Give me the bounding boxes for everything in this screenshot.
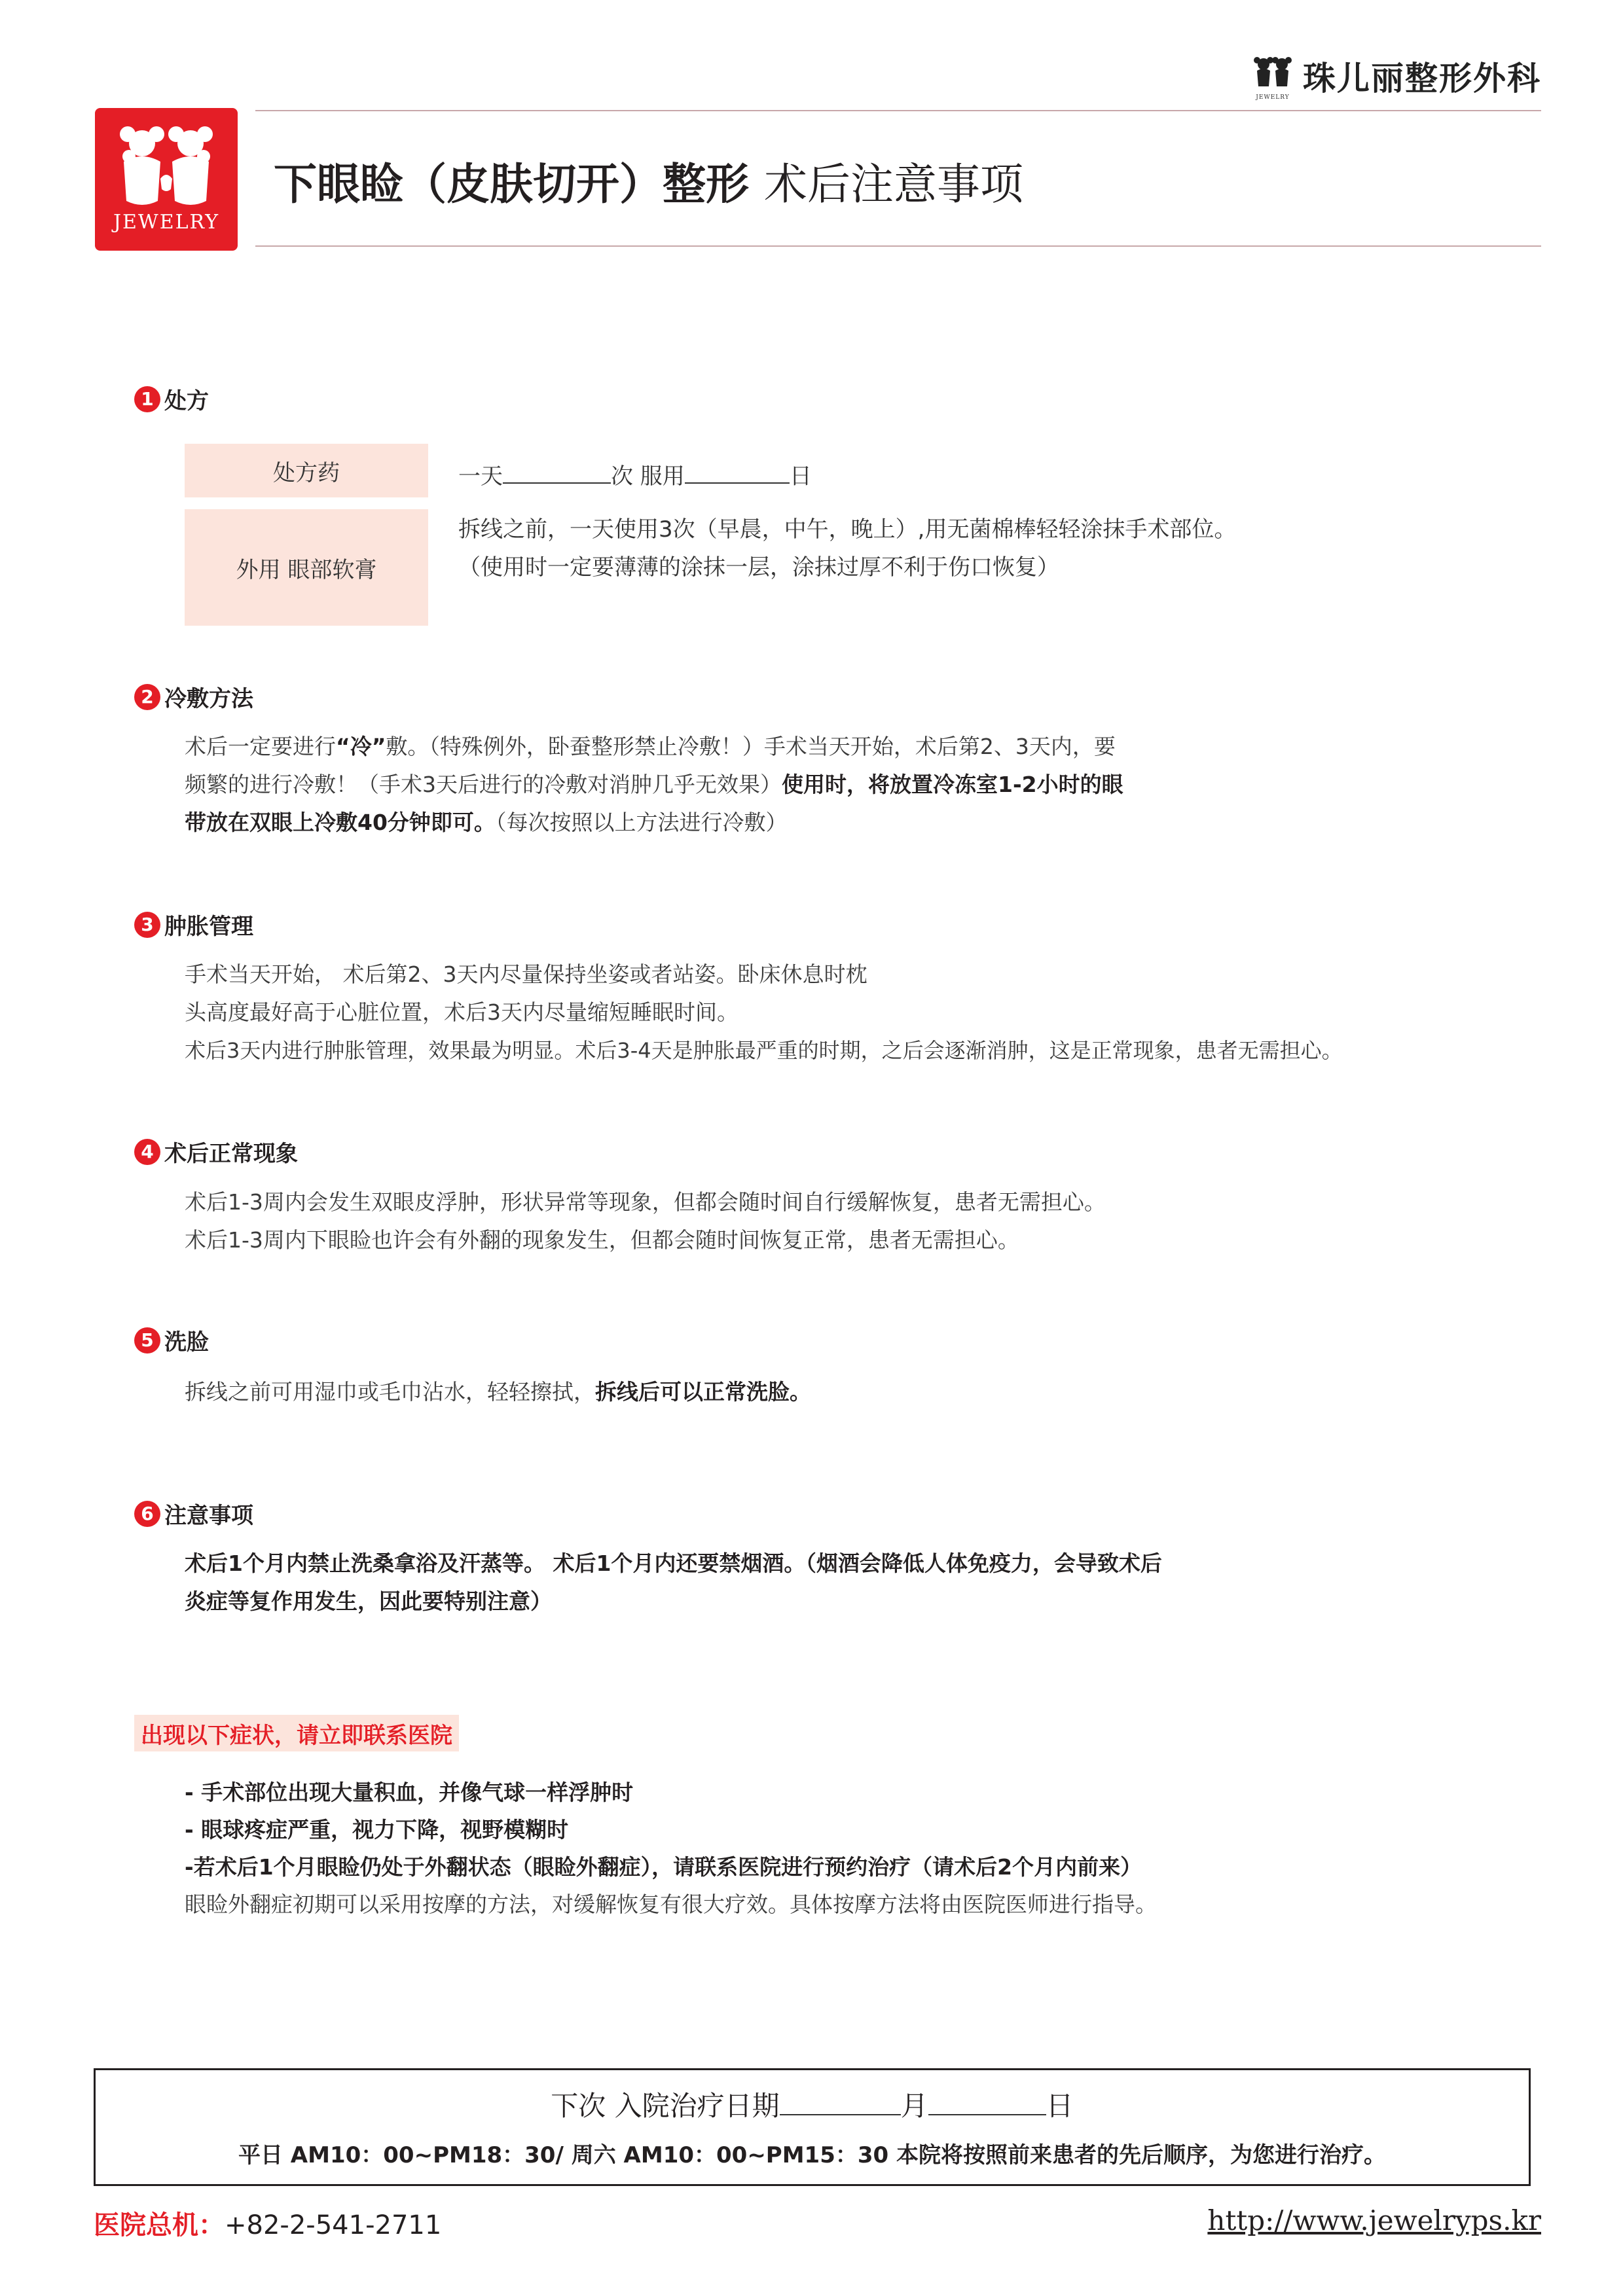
section-number-badge: 1 — [134, 386, 160, 412]
rx-ointment-value — [458, 511, 1236, 586]
phone-label: 医院总机： — [94, 2210, 225, 2240]
s2-l1b: “冷” — [336, 734, 386, 759]
logo-word: JEWELRY — [113, 211, 220, 234]
section-4-body — [185, 1183, 1106, 1259]
s2-l3a: 带放在双眼上冷敷40分钟即可。 — [185, 810, 496, 835]
poodle-logo-icon — [95, 116, 238, 221]
s2-l2a: 频繁的进行冷敷！（手术3天后进行的冷敷对消肿几乎无效果） — [185, 772, 782, 797]
section-title: 术后正常现象 — [164, 1141, 298, 1167]
section-6-body — [185, 1545, 1162, 1621]
title-light: 术后注意事项 — [763, 159, 1023, 209]
section-2-body — [185, 728, 1123, 842]
appointment-day-label: 日 — [1046, 2090, 1074, 2122]
s5-l1a: 拆线之前可用湿巾或毛巾沾水，轻轻擦拭， — [185, 1379, 595, 1405]
rx-label-ointment: 外用 眼部软膏 — [185, 509, 428, 626]
s3-line-2: 头高度最好高于心脏位置，术后3天内尽量缩短睡眠时间。 — [185, 999, 739, 1025]
appointment-month-label: 月 — [900, 2090, 928, 2122]
section-2-heading — [134, 681, 253, 713]
appointment-label: 下次 入院治疗日期 — [551, 2090, 780, 2122]
rx-ointment-line-1: 拆线之前，一天使用3次（早晨，中午，晚上）,用无菌棉棒轻轻涂抹手术部位。 — [458, 516, 1237, 543]
website-link[interactable]: http://www.jewelryps.kr — [1207, 2204, 1541, 2236]
rx-label-oral: 处方药 — [185, 444, 428, 497]
brand-mini-logo-icon — [1252, 55, 1294, 101]
warning-list — [185, 1774, 1157, 1923]
blank-appt-day[interactable] — [928, 2090, 1046, 2115]
jewelry-logo — [95, 108, 238, 251]
section-title: 冷敷方法 — [164, 686, 253, 712]
page-title — [274, 149, 1023, 211]
appointment-date-line — [96, 2085, 1529, 2124]
hospital-phone — [94, 2204, 441, 2242]
section-title: 注意事项 — [164, 1503, 253, 1529]
section-title: 洗脸 — [164, 1329, 209, 1355]
brand-top — [1252, 52, 1541, 99]
section-5-heading — [134, 1324, 209, 1356]
s3-line-1: 手术当天开始， 术后第2、3天内尽量保持坐姿或者站姿。卧床休息时枕 — [185, 961, 867, 987]
s2-line-1 — [185, 728, 1123, 766]
section-6-heading — [134, 1498, 253, 1530]
header-rule-top — [255, 110, 1541, 111]
rx-ointment-line-2: （使用时一定要薄薄的涂抹一层，涂抹过厚不利于伤口恢复） — [458, 554, 1059, 581]
s2-l1c: 敷。（特殊例外，卧蚕整形禁止冷敷！）手术当天开始，术后第2、3天内，要 — [386, 734, 1116, 759]
warning-title: 出现以下症状，请立即联系医院 — [134, 1715, 459, 1751]
section-number-badge: 4 — [134, 1139, 160, 1165]
clinic-hours: 平日 AM10：00~PM18：30/ 周六 AM10：00~PM15：30 本院将按照前来患者的先后顺序，为您进行治疗。 — [238, 2142, 1387, 2168]
section-number-badge: 6 — [134, 1501, 160, 1527]
s6-line-2: 炎症等复作用发生，因此要特别注意） — [185, 1588, 552, 1614]
s5-line-1 — [185, 1373, 811, 1411]
s2-l2b: 使用时，将放置冷冻室1-2小时的眼 — [782, 772, 1123, 797]
section-4-heading — [134, 1136, 298, 1168]
section-number-badge: 2 — [134, 684, 160, 710]
section-3-body — [185, 956, 1343, 1069]
blank-appt-month[interactable] — [780, 2090, 901, 2115]
s2-l3b: （每次按照以上方法进行冷敷） — [495, 810, 788, 835]
section-3-heading — [134, 908, 253, 941]
blank-times — [503, 463, 611, 484]
section-title: 处方 — [164, 388, 209, 414]
s2-line-2 — [185, 766, 1123, 804]
s5-l1b: 拆线后可以正常洗脸。 — [595, 1379, 811, 1405]
s2-line-3 — [185, 804, 1123, 842]
section-number-badge: 5 — [134, 1327, 160, 1354]
phone-number[interactable]: +82-2-541-2711 — [225, 2210, 442, 2240]
brand-caption: JEWELRY — [1256, 94, 1290, 101]
blank-days — [685, 463, 790, 484]
header-rule-bottom — [255, 245, 1541, 247]
section-title: 肿胀管理 — [164, 914, 253, 940]
section-5-body — [185, 1373, 811, 1411]
rx-oral-value — [458, 458, 812, 490]
s4-line-2: 术后1-3周内下眼睑也许会有外翻的现象发生，但都会随时间恢复正常，患者无需担心。 — [185, 1227, 1019, 1253]
warning-item: - 眼球疼症严重，视力下降，视野模糊时 — [185, 1817, 569, 1842]
s6-line-1: 术后1个月内禁止洗桑拿浴及汗蒸等。 术后1个月内还要禁烟酒。（烟酒会降低人体免疫力，会导致术后 — [185, 1551, 1162, 1576]
warning-item: - 手术部位出现大量积血，并像气球一样浮肿时 — [185, 1780, 634, 1805]
rx-oral-text-a: 一天 — [458, 463, 503, 490]
warning-note: 眼睑外翻症初期可以采用按摩的方法，对缓解恢复有很大疗效。具体按摩方法将由医院医师进行指导。 — [185, 1892, 1157, 1917]
rx-oral-text-c: 日 — [789, 463, 812, 490]
rx-oral-text-b: 次 服用 — [611, 463, 685, 490]
s4-line-1: 术后1-3周内会发生双眼皮浮肿，形状异常等现象，但都会随时间自行缓解恢复，患者无需担心。 — [185, 1189, 1106, 1215]
section-1-heading — [134, 383, 209, 415]
title-bold: 下眼睑（皮肤切开）整形 — [274, 159, 749, 209]
section-number-badge: 3 — [134, 912, 160, 938]
s2-l1a: 术后一定要进行 — [185, 734, 336, 759]
s3-line-3: 术后3天内进行肿胀管理，效果最为明显。术后3-4天是肿胀最严重的时期，之后会逐渐消肿，这是正常现象，患者无需担心。 — [185, 1038, 1343, 1063]
warning-item: -若术后1个月眼睑仍处于外翻状态（眼睑外翻症），请联系医院进行预约治疗（请术后2个月内前来） — [185, 1854, 1142, 1880]
brand-name: 珠儿丽整形外科 — [1303, 60, 1541, 98]
appointment-box — [94, 2068, 1531, 2186]
